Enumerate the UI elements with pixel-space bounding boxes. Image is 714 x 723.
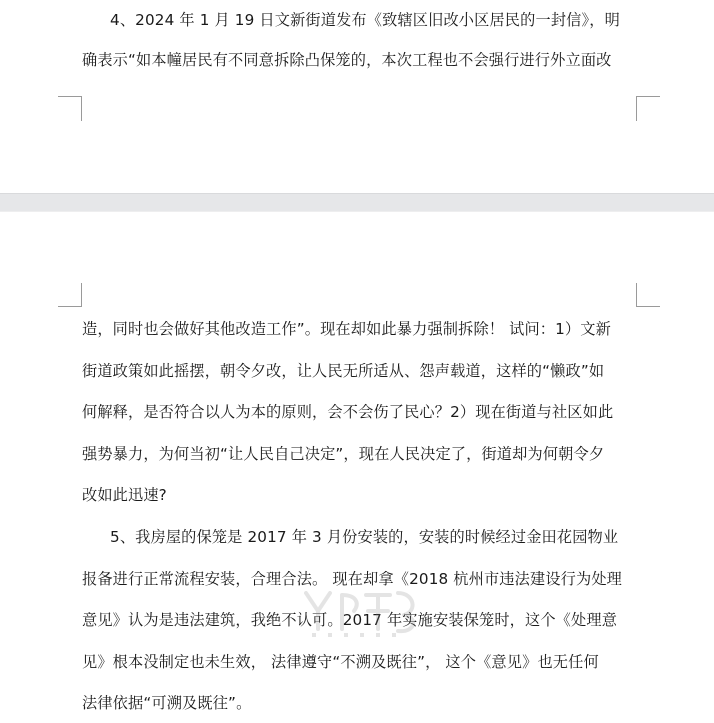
crop-mark-top-left [58, 283, 82, 307]
paragraph-4-line-2: 确表示“如本幢居民有不同意拆除凸保笼的，本次工程也不会强行进行外立面改 [82, 51, 612, 69]
paragraph-4-line-7: 改如此迅速? [82, 486, 167, 504]
crop-mark-bottom-left [58, 96, 82, 121]
paragraph-5-line-5: 法律依据“可溯及既往”。 [82, 694, 252, 712]
document-page-1 [0, 0, 714, 193]
paragraph-5-line-1: 5、我房屋的保笼是 2017 年 3 月份安装的，安装的时候经过金田花园物业 [110, 528, 619, 546]
paragraph-4-line-4: 街道政策如此摇摆，朝令夕改，让人民无所适从、怨声载道，这样的“懒政”如 [82, 362, 605, 380]
crop-mark-top-right [636, 283, 660, 307]
paragraph-4-line-3: 造，同时也会做好其他改造工作”。现在却如此暴力强制拆除！ 试问：1）文新 [82, 320, 611, 338]
paragraph-5-line-2: 报备进行正常流程安装，合理合法。 现在却拿《2018 杭州市违法建设行为处理 [82, 570, 623, 588]
paragraph-4-line-1: 4、2024 年 1 月 19 日文新街道发布《致辖区旧改小区居民的一封信》，明 [110, 11, 620, 29]
paragraph-4-line-5: 何解释，是否符合以人为本的原则，会不会伤了民心？2）现在街道与社区如此 [82, 403, 614, 421]
crop-mark-bottom-right [636, 96, 660, 121]
paragraph-4-line-6: 强势暴力，为何当初“让人民自己决定”，现在人民决定了，街道却为何朝令夕 [82, 445, 605, 463]
document-page-2 [0, 212, 714, 723]
page-break-gap [0, 193, 714, 212]
paragraph-5-line-4: 见》根本没制定也未生效， 法律遵守“不溯及既往”， 这个《意见》也无任何 [82, 653, 599, 671]
paragraph-5-line-3: 意见》认为是违法建筑，我绝不认可。2017 年实施安装保笼时，这个《处理意 [82, 611, 618, 629]
